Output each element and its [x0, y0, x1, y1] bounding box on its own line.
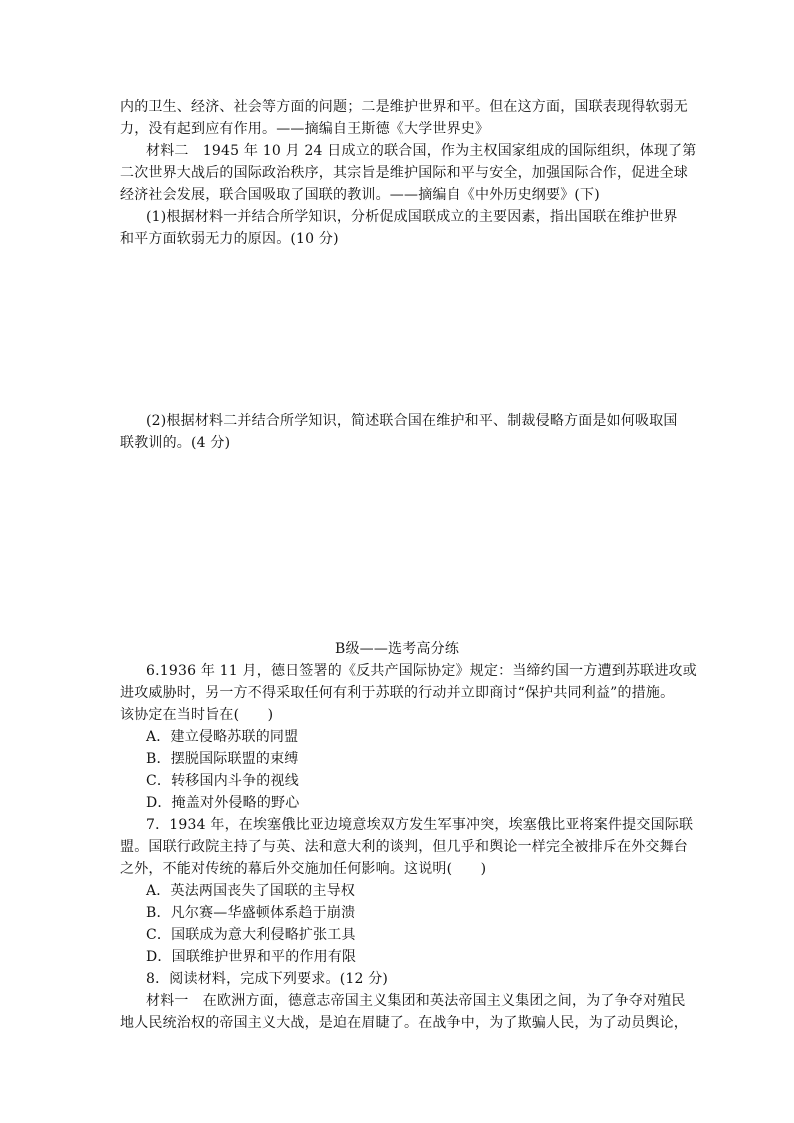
- question8-material1-line2: 地人民统治权的帝国主义大战，是迫在眉睫了。在战争中，为了欺骗人民，为了动员舆论，: [120, 1015, 688, 1031]
- question1-line1: (1)根据材料一并结合所学知识，分析促成国联成立的主要因素，指出国联在维护世界: [146, 209, 678, 225]
- section-heading: B级——选考高分练: [334, 641, 460, 657]
- question6-option-c: C．转移国内斗争的视线: [146, 773, 299, 789]
- question7-line1: 7．1934 年，在埃塞俄比亚边境意埃双方发生军事冲突，埃塞俄比亚将案件提交国际联: [146, 817, 694, 833]
- material2-line1: 材料二 1945 年 10 月 24 日成立的联合国，作为主权国家组成的国际组织，体现了第: [146, 143, 697, 159]
- question6-option-b: B．摆脱国际联盟的束缚: [146, 751, 299, 767]
- question7-option-b: B．凡尔赛—华盛顿体系趋于崩溃: [146, 905, 356, 921]
- question7-line2: 盟。国联行政院主持了与英、法和意大利的谈判，但几乎和舆论一样完全被排斥在外交舞台: [120, 839, 688, 855]
- question2-line2: 联教训的。(4 分): [120, 435, 231, 451]
- question6-option-a: A．建立侵略苏联的同盟: [146, 729, 299, 745]
- question8-line1: 8．阅读材料，完成下列要求。(12 分): [146, 971, 389, 987]
- material1-continuation-line2: 力，没有起到应有作用。——摘编自王斯德《大学世界史》: [120, 121, 490, 137]
- question8-material1-line1: 材料一 在欧洲方面，德意志帝国主义集团和英法帝国主义集团之间，为了争夺对殖民: [146, 993, 686, 1009]
- question6-line3: 该协定在当时旨在( ): [120, 707, 274, 723]
- question6-line2: 进攻威胁时，另一方不得采取任何有利于苏联的行动并立即商讨“保护共同利益”的措施。: [120, 685, 675, 701]
- question2-line1: (2)根据材料二并结合所学知识，简述联合国在维护和平、制裁侵略方面是如何吸取国: [146, 413, 678, 429]
- material1-continuation-line1: 内的卫生、经济、社会等方面的问题；二是维护世界和平。但在这方面，国联表现得软弱无: [120, 99, 688, 115]
- question7-option-a: A．英法两国丧失了国联的主导权: [146, 883, 356, 899]
- question7-option-c: C．国联成为意大利侵略扩张工具: [146, 927, 356, 943]
- question7-option-d: D．国联维护世界和平的作用有限: [146, 949, 357, 965]
- question6-line1: 6.1936 年 11 月，德日签署的《反共产国际协定》规定：当缔约国一方遭到苏联进攻或: [146, 663, 697, 679]
- question7-line3: 之外，不能对传统的幕后外交施加任何影响。这说明( ): [120, 861, 487, 877]
- question1-line2: 和平方面软弱无力的原因。(10 分): [120, 231, 339, 247]
- material2-line2: 二次世界大战后的国际政治秩序，其宗旨是维护国际和平与安全，加强国际合作，促进全球: [120, 165, 688, 181]
- question6-option-d: D．掩盖对外侵略的野心: [146, 795, 300, 811]
- material2-line3: 经济社会发展，联合国吸取了国联的教训。——摘编自《中外历史纲要》(下): [120, 187, 600, 203]
